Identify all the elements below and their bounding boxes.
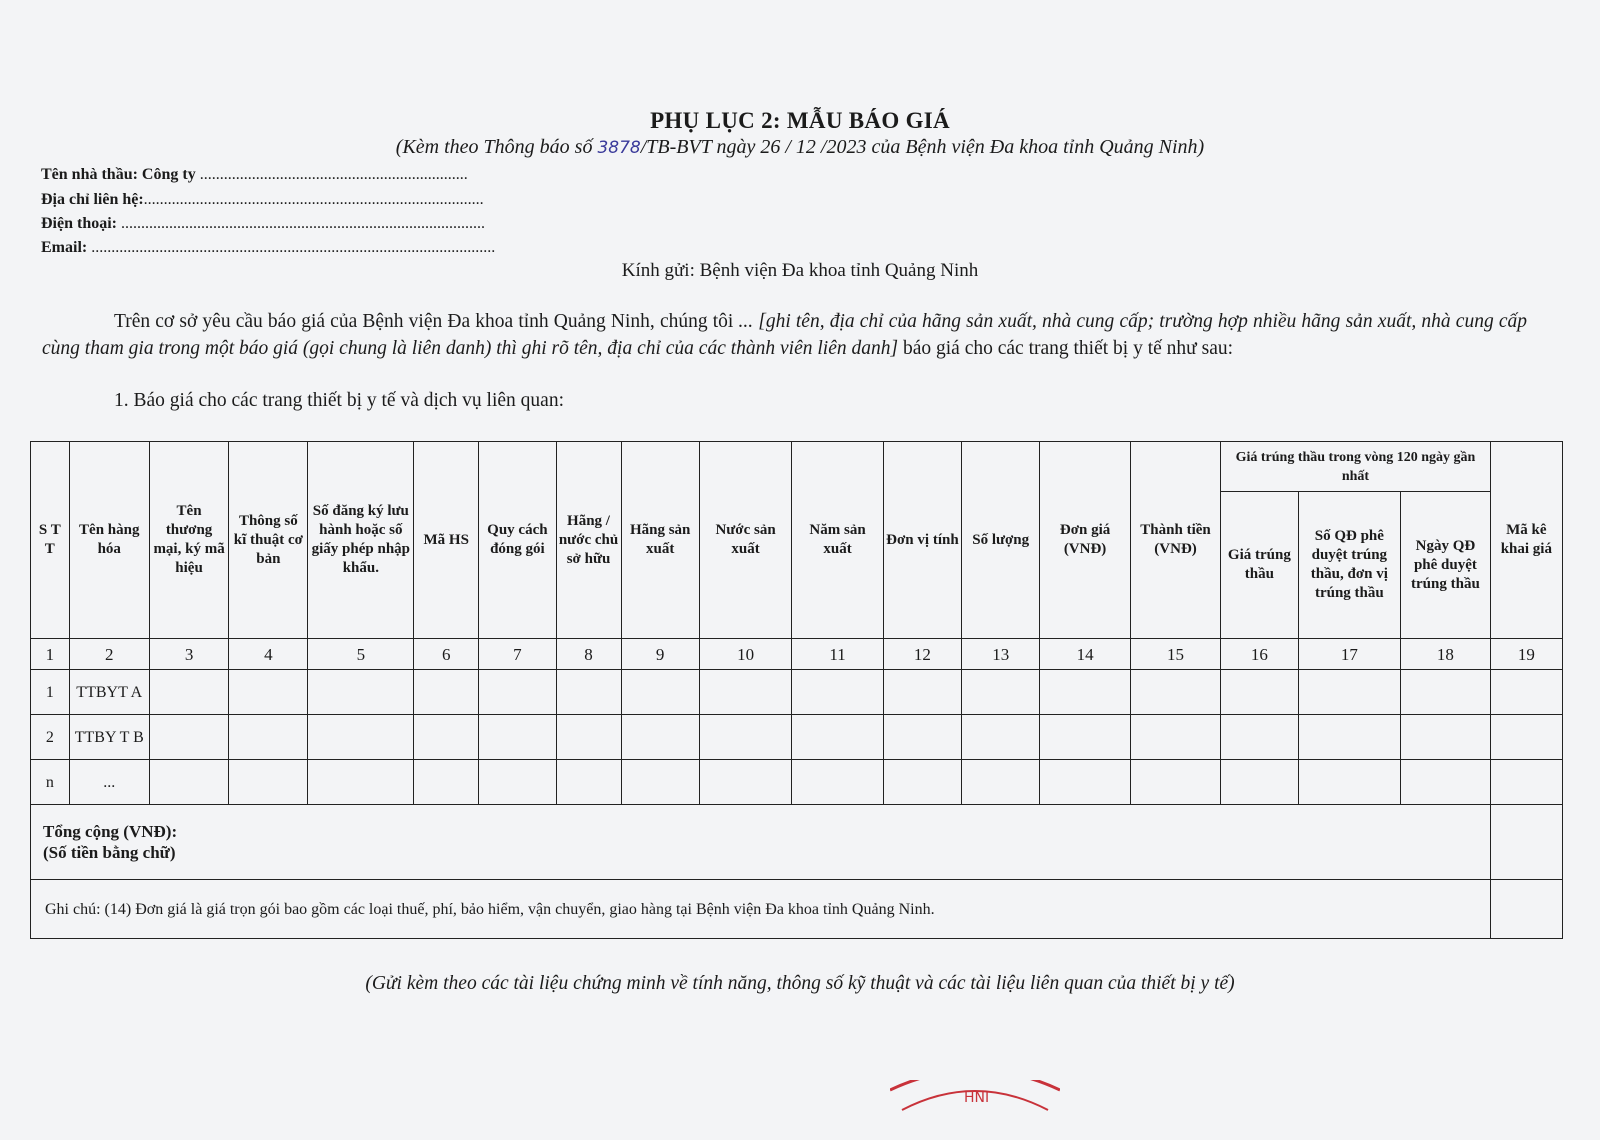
address-dots: ..................................................................................... <box>143 191 484 208</box>
column-number: 1 <box>31 639 70 670</box>
header-owner: Hãng / nước chủ sở hữu <box>556 442 621 639</box>
header-trade-name: Tên thương mại, ký mã hiệu <box>149 442 228 639</box>
document-title: PHỤ LỤC 2: MẪU BÁO GIÁ <box>650 108 950 133</box>
phone-field <box>41 215 485 233</box>
column-number: 17 <box>1298 639 1401 670</box>
header-stt: S T T <box>31 442 70 639</box>
column-number: 6 <box>414 639 479 670</box>
column-number: 5 <box>308 639 414 670</box>
header-decision-date: Ngày QĐ phê duyệt trúng thầu <box>1401 492 1490 639</box>
email-dots: ..................................................................................................... <box>91 239 496 256</box>
column-number: 3 <box>149 639 228 670</box>
column-number: 19 <box>1490 639 1562 670</box>
column-number: 7 <box>479 639 556 670</box>
column-number: 4 <box>229 639 308 670</box>
header-hs-code: Mã HS <box>414 442 479 639</box>
header-registration: Số đăng ký lưu hành hoặc số giấy phép nhập khẩu. <box>308 442 414 639</box>
header-winning-price: Giá trúng thầu <box>1221 492 1298 639</box>
handwritten-notice-number: 3878 <box>597 138 641 158</box>
column-number: 14 <box>1040 639 1130 670</box>
row-stt: 1 <box>31 670 70 715</box>
table-row <box>31 670 1563 715</box>
red-stamp-icon <box>890 1080 1060 1140</box>
intro-paragraph <box>42 308 1527 362</box>
phone-label: Điện thoại: <box>41 215 117 232</box>
footer-note: (Gửi kèm theo các tài liệu chứng minh về tính năng, thông số kỹ thuật và các tài liệu liên quan của thiết bị y tế) <box>365 973 1235 994</box>
column-number-row <box>31 639 1563 670</box>
note-row <box>31 880 1563 939</box>
table-row <box>31 760 1563 805</box>
subtitle-prefix: (Kèm theo Thông báo số <box>395 136 593 158</box>
header-unit-price: Đơn giá (VNĐ) <box>1040 442 1130 639</box>
phone-dots: ........................................................................................... <box>121 215 485 232</box>
header-tech-specs: Thông số kĩ thuật cơ bản <box>229 442 308 639</box>
header-decision-number: Số QĐ phê duyệt trúng thầu, đơn vị trúng thầu <box>1298 492 1401 639</box>
contractor-field <box>41 166 468 184</box>
email-label: Email: <box>41 239 88 256</box>
column-number: 15 <box>1130 639 1220 670</box>
column-number: 2 <box>69 639 149 670</box>
total-label: Tổng cộng (VNĐ): <box>43 822 178 841</box>
row-item-name: ... <box>69 760 149 805</box>
header-unit: Đơn vị tính <box>883 442 961 639</box>
address-field <box>41 191 484 209</box>
column-number: 18 <box>1401 639 1490 670</box>
column-number: 11 <box>792 639 883 670</box>
address-label: Địa chỉ liên hệ: <box>41 191 144 208</box>
column-number: 12 <box>883 639 961 670</box>
row-item-name: TTBYT A <box>69 670 149 715</box>
header-packaging: Quy cách đóng gói <box>479 442 556 639</box>
header-item-name: Tên hàng hóa <box>69 442 149 639</box>
row-item-name: TTBY T B <box>69 715 149 760</box>
intro-text-end: báo giá cho các trang thiết bị y tế như sau: <box>898 338 1234 359</box>
document-subtitle <box>0 136 1600 159</box>
column-number: 13 <box>962 639 1040 670</box>
column-number: 8 <box>556 639 621 670</box>
column-number: 16 <box>1221 639 1298 670</box>
section-item-1: 1. Báo giá cho các trang thiết bị y tế và dịch vụ liên quan: <box>114 390 564 411</box>
header-winning-price-group: Giá trúng thầu trong vòng 120 ngày gần nhất <box>1221 442 1490 492</box>
greeting: Kính gửi: Bệnh viện Đa khoa tỉnh Quảng Ninh <box>621 260 979 281</box>
email-field <box>41 239 495 257</box>
intro-text-start: Trên cơ sở yêu cầu báo giá của Bệnh viện Đa khoa tỉnh Quảng Ninh, chúng tôi <box>114 311 734 332</box>
row-stt: n <box>31 760 70 805</box>
header-country: Nước sản xuất <box>699 442 792 639</box>
header-amount: Thành tiền (VNĐ) <box>1130 442 1220 639</box>
total-in-words-label: (Số tiền bằng chữ) <box>43 843 176 862</box>
row-stt: 2 <box>31 715 70 760</box>
header-quantity: Số lượng <box>962 442 1040 639</box>
total-cell <box>31 805 1491 880</box>
header-manufacturer: Hãng sản xuất <box>621 442 699 639</box>
contractor-label: Tên nhà thầu: Công ty <box>41 166 196 183</box>
header-year: Năm sản xuất <box>792 442 883 639</box>
quotation-table <box>30 441 1563 939</box>
header-price-code: Mã kê khai giá <box>1490 442 1562 639</box>
note-text: Ghi chú: (14) Đơn giá là giá trọn gói bao gồm các loại thuế, phí, bảo hiểm, vận chuyển, giao hàng tại Bệnh viện Đa khoa tỉnh Quảng Ninh. <box>31 880 1491 939</box>
column-number: 10 <box>699 639 792 670</box>
intro-text-italic: ... [ghi tên, địa chỉ của hãng sản xuất, nhà cung cấp; trường hợp nhiều hãng sản xuất, nhà cung cấp cùng tham gia trong một báo giá (gọi chung là liên danh) thì ghi rõ tên, địa chỉ của các thành viên liên danh] <box>42 311 1527 359</box>
column-number: 9 <box>621 639 699 670</box>
subtitle-suffix: /TB-BVT ngày 26 / 12 /2023 của Bệnh viện Đa khoa tỉnh Quảng Ninh) <box>640 136 1205 158</box>
total-row <box>31 805 1563 880</box>
contractor-dots: ................................................................... <box>199 166 468 183</box>
table-row <box>31 715 1563 760</box>
svg-text:HNI: HNI <box>964 1090 990 1106</box>
